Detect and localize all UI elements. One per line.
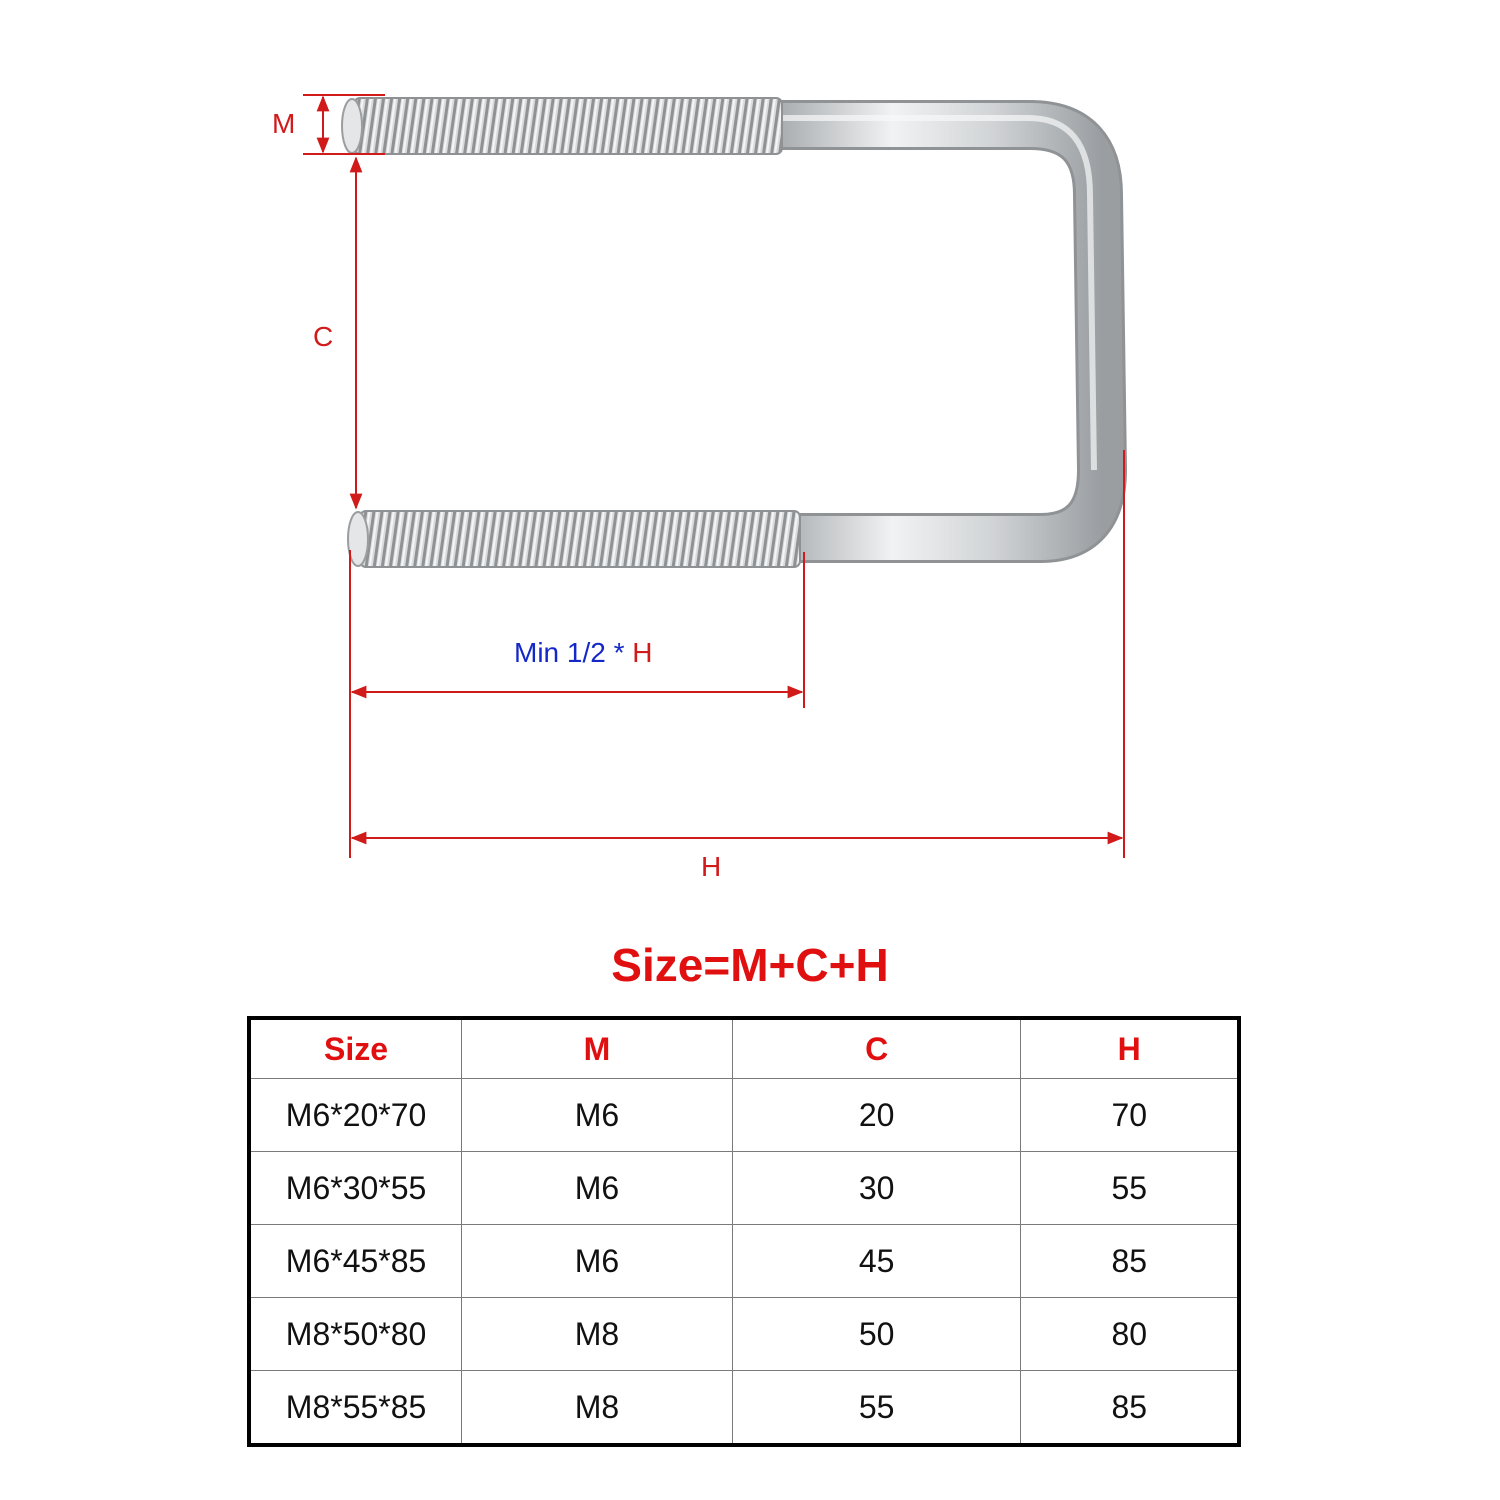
cell-c: 20 xyxy=(732,1079,1021,1152)
table-row xyxy=(249,1371,1239,1446)
cell-m: M8 xyxy=(462,1371,733,1446)
table-row xyxy=(249,1079,1239,1152)
note-suffix: H xyxy=(632,637,653,668)
cell-h: 70 xyxy=(1021,1079,1239,1152)
bottom-thread xyxy=(360,511,800,567)
u-bolt-bend xyxy=(780,125,1102,538)
note-prefix: Min 1/2 * xyxy=(514,637,633,668)
cell-m: M6 xyxy=(462,1079,733,1152)
cell-m: M6 xyxy=(462,1152,733,1225)
cell-m: M8 xyxy=(462,1298,733,1371)
table-row xyxy=(249,1225,1239,1298)
cell-c: 50 xyxy=(732,1298,1021,1371)
cell-h: 80 xyxy=(1021,1298,1239,1371)
size-table xyxy=(247,1016,1241,1447)
header-h: H xyxy=(1021,1018,1239,1079)
cell-size: M6*20*70 xyxy=(249,1079,462,1152)
header-m: M xyxy=(462,1018,733,1079)
table-row xyxy=(249,1152,1239,1225)
m-label: M xyxy=(272,108,296,139)
cell-c: 45 xyxy=(732,1225,1021,1298)
cell-size: M8*50*80 xyxy=(249,1298,462,1371)
header-size: Size xyxy=(249,1018,462,1079)
cell-c: 30 xyxy=(732,1152,1021,1225)
top-rod-end xyxy=(342,99,362,153)
u-bolt xyxy=(342,98,1102,567)
table-header-row xyxy=(249,1018,1239,1079)
h-label: H xyxy=(701,851,722,882)
header-c: C xyxy=(732,1018,1021,1079)
cell-size: M6*45*85 xyxy=(249,1225,462,1298)
min-half-h-dimension xyxy=(350,550,804,858)
cell-size: M6*30*55 xyxy=(249,1152,462,1225)
cell-h: 55 xyxy=(1021,1152,1239,1225)
cell-h: 85 xyxy=(1021,1371,1239,1446)
cell-size: M8*55*85 xyxy=(249,1371,462,1446)
top-thread xyxy=(354,98,782,154)
cell-h: 85 xyxy=(1021,1225,1239,1298)
c-label: C xyxy=(313,321,334,352)
cell-m: M6 xyxy=(462,1225,733,1298)
table-row xyxy=(249,1298,1239,1371)
cell-c: 55 xyxy=(732,1371,1021,1446)
min-half-h-note xyxy=(514,637,653,668)
size-formula: Size=M+C+H xyxy=(611,939,889,991)
